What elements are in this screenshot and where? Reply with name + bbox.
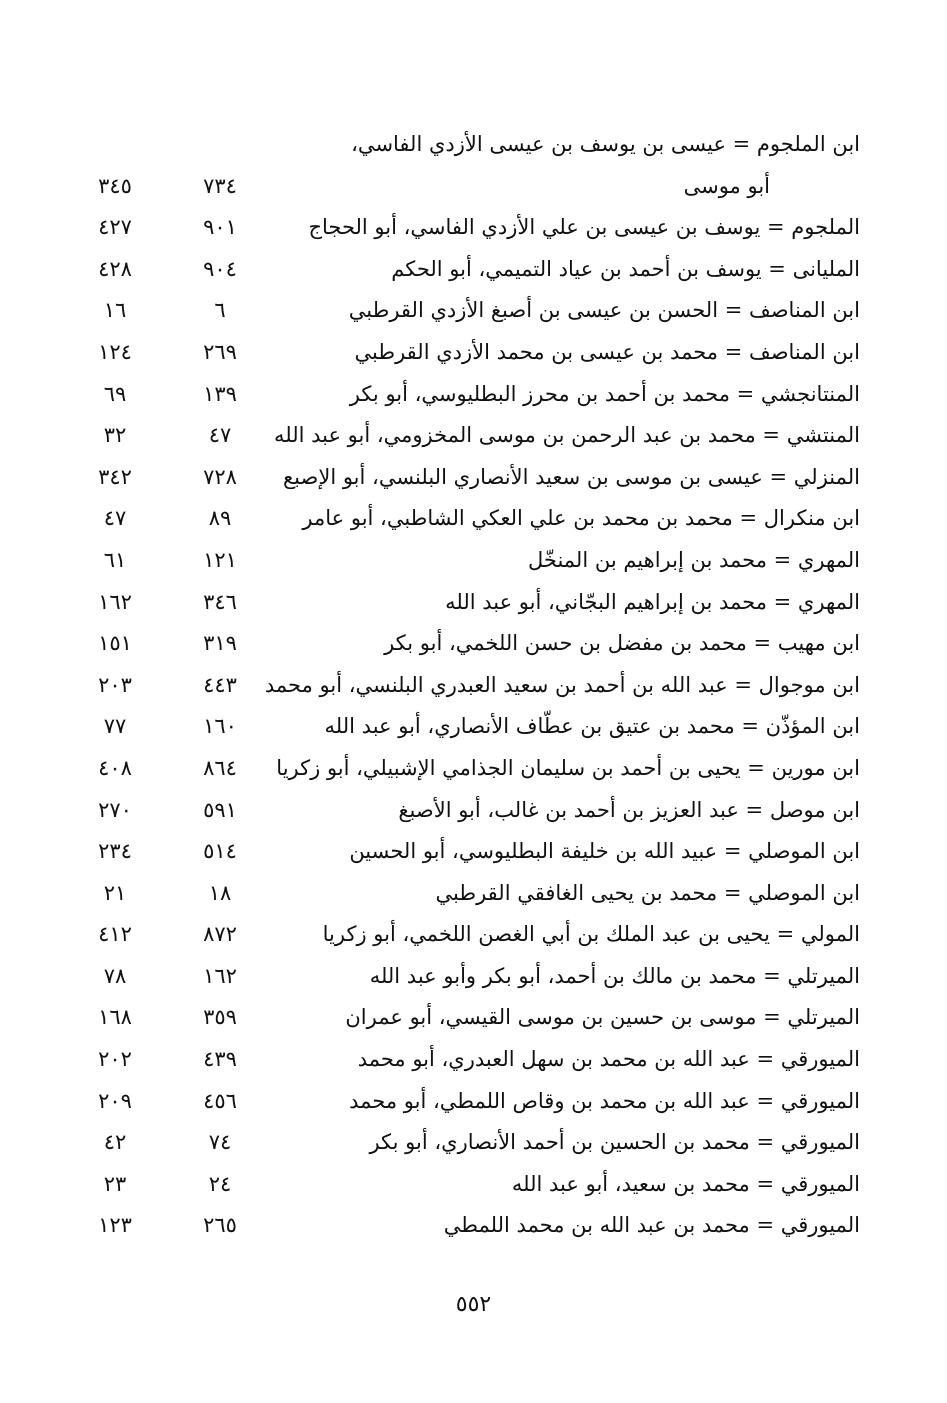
index-entry <box>80 290 860 332</box>
index-entry <box>80 997 860 1039</box>
entry-number: ٨٦٤ <box>203 755 237 780</box>
index-entry <box>80 831 860 873</box>
entry-number: ١٨ <box>208 880 232 905</box>
entry-page-number: ٣٤٥ <box>98 173 132 198</box>
index-entry <box>80 1081 860 1123</box>
index-entry <box>80 665 860 707</box>
entry-page-number: ٧٨ <box>103 963 127 988</box>
entry-page-number: ١٦٨ <box>98 1005 132 1030</box>
index-entry <box>80 1122 860 1164</box>
entry-number: ١٦٢ <box>203 963 237 988</box>
entry-page-number: ٢٣ <box>103 1171 127 1196</box>
index-entry <box>80 124 860 166</box>
entry-name: الميورقي = عبد الله بن محمد بن سهل العبدري، أبو محمد <box>357 1047 860 1072</box>
entry-page-number: ٤٢ <box>103 1130 127 1155</box>
index-entry <box>80 415 860 457</box>
index-entry <box>80 623 860 665</box>
entry-number: ٣٤٦ <box>203 589 237 614</box>
entry-name: ابن الملجوم = عيسى بن يوسف بن عيسى الأزدي الفاسي، <box>351 132 860 156</box>
entry-name: المنزلي = عيسى بن موسى بن سعيد الأنصاري البلنسي، أبو الإصبع <box>283 464 860 489</box>
entry-name: المنتانجشي = محمد بن أحمد بن محرز البطليوسي، أبو بكر <box>349 381 860 406</box>
entry-number: ١٦٠ <box>203 714 237 739</box>
entry-name: ابن موصل = عبد العزيز بن أحمد بن غالب، أبو الأصبغ <box>398 797 860 822</box>
entry-page-number: ٢٧٠ <box>98 797 132 822</box>
index-entry <box>80 582 860 624</box>
index-entry <box>80 1039 860 1081</box>
entry-number: ٢٤ <box>208 1171 232 1196</box>
index-entry <box>80 790 860 832</box>
entry-name: ابن مورين = يحيى بن أحمد بن سليمان الجذامي الإشبيلي، أبو زكريا <box>276 755 860 780</box>
entry-name: المهري = محمد بن إبراهيم البجّاني، أبو عبد الله <box>445 589 860 614</box>
entry-page-number: ٤٢٨ <box>98 256 132 281</box>
index-entries <box>80 124 860 1247</box>
entry-number: ٩٠٤ <box>203 256 237 281</box>
entry-page-number: ٢٠٢ <box>98 1047 132 1072</box>
entry-name: الميورقي = عبد الله بن محمد بن وقاص اللمطي، أبو محمد <box>349 1088 860 1113</box>
entry-page-number: ٦١ <box>103 547 127 572</box>
index-entry <box>80 207 860 249</box>
entry-number: ٤٣٩ <box>203 1047 237 1072</box>
entry-number: ٦ <box>214 298 226 323</box>
entry-page-number: ٤٠٨ <box>98 755 132 780</box>
entry-page-number: ١٥١ <box>98 631 132 656</box>
entry-name: ابن المناصف = الحسن بن عيسى بن أصبغ الأزدي القرطبي <box>348 298 860 323</box>
page-number: ٥٥٢ <box>455 1292 492 1317</box>
entry-name: ابن منكرال = محمد بن محمد بن علي العكي الشاطبي، أبو عامر <box>302 506 860 531</box>
entry-number: ٥١٤ <box>203 839 237 864</box>
index-entry <box>80 706 860 748</box>
entry-number: ٣٥٩ <box>203 1005 237 1030</box>
entry-name: ابن الموصلي = محمد بن يحيى الغافقي القرطبي <box>435 880 860 905</box>
index-entry <box>80 956 860 998</box>
index-entry <box>80 914 860 956</box>
entry-number: ١٢١ <box>203 547 237 572</box>
entry-name: أبو موسى <box>683 173 770 198</box>
entry-page-number: ٣٤٢ <box>98 464 132 489</box>
entry-name: ابن الموصلي = عبيد الله بن خليفة البطليوسي، أبو الحسين <box>349 839 860 864</box>
entry-page-number: ٢٠٩ <box>98 1088 132 1113</box>
entry-number: ٧٤ <box>208 1130 232 1155</box>
entry-name: الميرتلي = محمد بن مالك بن أحمد، أبو بكر وأبو عبد الله <box>369 963 860 988</box>
index-entry <box>80 873 860 915</box>
entry-page-number: ٢٣٤ <box>98 839 132 864</box>
index-entry <box>80 748 860 790</box>
entry-name: المهري = محمد بن إبراهيم بن المنخّل <box>527 547 860 572</box>
entry-name: ابن مهيب = محمد بن مفضل بن حسن اللخمي، أبو بكر <box>384 631 860 656</box>
entry-page-number: ٢١ <box>103 880 127 905</box>
entry-page-number: ١٦٢ <box>98 589 132 614</box>
index-entry <box>80 540 860 582</box>
entry-page-number: ٣٢ <box>103 423 127 448</box>
entry-number: ٣١٩ <box>203 631 237 656</box>
index-entry <box>80 457 860 499</box>
index-entry <box>80 1205 860 1247</box>
entry-number: ١٣٩ <box>203 381 237 406</box>
entry-page-number: ٤٧ <box>103 506 127 531</box>
entry-page-number: ٦٩ <box>103 381 127 406</box>
entry-name: ابن المؤذّن = محمد بن عتيق بن عطّاف الأنصاري، أبو عبد الله <box>324 714 860 739</box>
entry-name: ابن موجوال = عبد الله بن أحمد بن سعيد العبدري البلنسي، أبو محمد <box>264 672 860 697</box>
entry-page-number: ٧٧ <box>103 714 127 739</box>
entry-number: ٢٦٥ <box>203 1213 237 1238</box>
entry-number: ٤٥٦ <box>203 1088 237 1113</box>
index-entry <box>80 1164 860 1206</box>
entry-name: المولي = يحيى بن عبد الملك بن أبي الغصن اللخمي، أبو زكريا <box>322 922 860 947</box>
entry-page-number: ١٦ <box>103 298 127 323</box>
index-entry <box>80 374 860 416</box>
entry-number: ٨٩ <box>208 506 232 531</box>
entry-number: ٢٦٩ <box>203 339 237 364</box>
entry-number: ٤٧ <box>208 423 232 448</box>
index-entry <box>80 166 860 208</box>
entry-number: ٥٩١ <box>203 797 237 822</box>
entry-name: ابن المناصف = محمد بن عيسى بن محمد الأزدي القرطبي <box>354 339 860 364</box>
index-entry <box>80 498 860 540</box>
entry-name: الميرتلي = موسى بن حسين بن موسى القيسي، أبو عمران <box>345 1005 860 1030</box>
index-entry <box>80 249 860 291</box>
entry-number: ٧٢٨ <box>203 464 237 489</box>
entry-page-number: ٢٠٣ <box>98 672 132 697</box>
entry-name: الميورقي = محمد بن عبد الله بن محمد اللمطي <box>443 1213 860 1238</box>
entry-name: الميورقي = محمد بن سعيد، أبو عبد الله <box>511 1171 860 1196</box>
entry-page-number: ٤١٢ <box>98 922 132 947</box>
entry-name: الميورقي = محمد بن الحسين بن أحمد الأنصاري، أبو بكر <box>369 1130 860 1155</box>
entry-name: المنتشي = محمد بن عبد الرحمن بن موسى المخزومي، أبو عبد الله <box>273 423 860 448</box>
entry-name: الملجوم = يوسف بن عيسى بن علي الأزدي الفاسي، أبو الحجاج <box>308 215 860 240</box>
entry-number: ٩٠١ <box>203 215 237 240</box>
entry-number: ٨٧٢ <box>203 922 237 947</box>
entry-number: ٤٤٣ <box>203 672 237 697</box>
index-entry <box>80 332 860 374</box>
entry-page-number: ١٢٣ <box>98 1213 132 1238</box>
entry-number: ٧٣٤ <box>203 173 237 198</box>
entry-page-number: ٤٢٧ <box>98 215 132 240</box>
entry-name: المليانى = يوسف بن أحمد بن عياد التميمي، أبو الحكم <box>391 256 860 281</box>
entry-page-number: ١٢٤ <box>98 339 132 364</box>
